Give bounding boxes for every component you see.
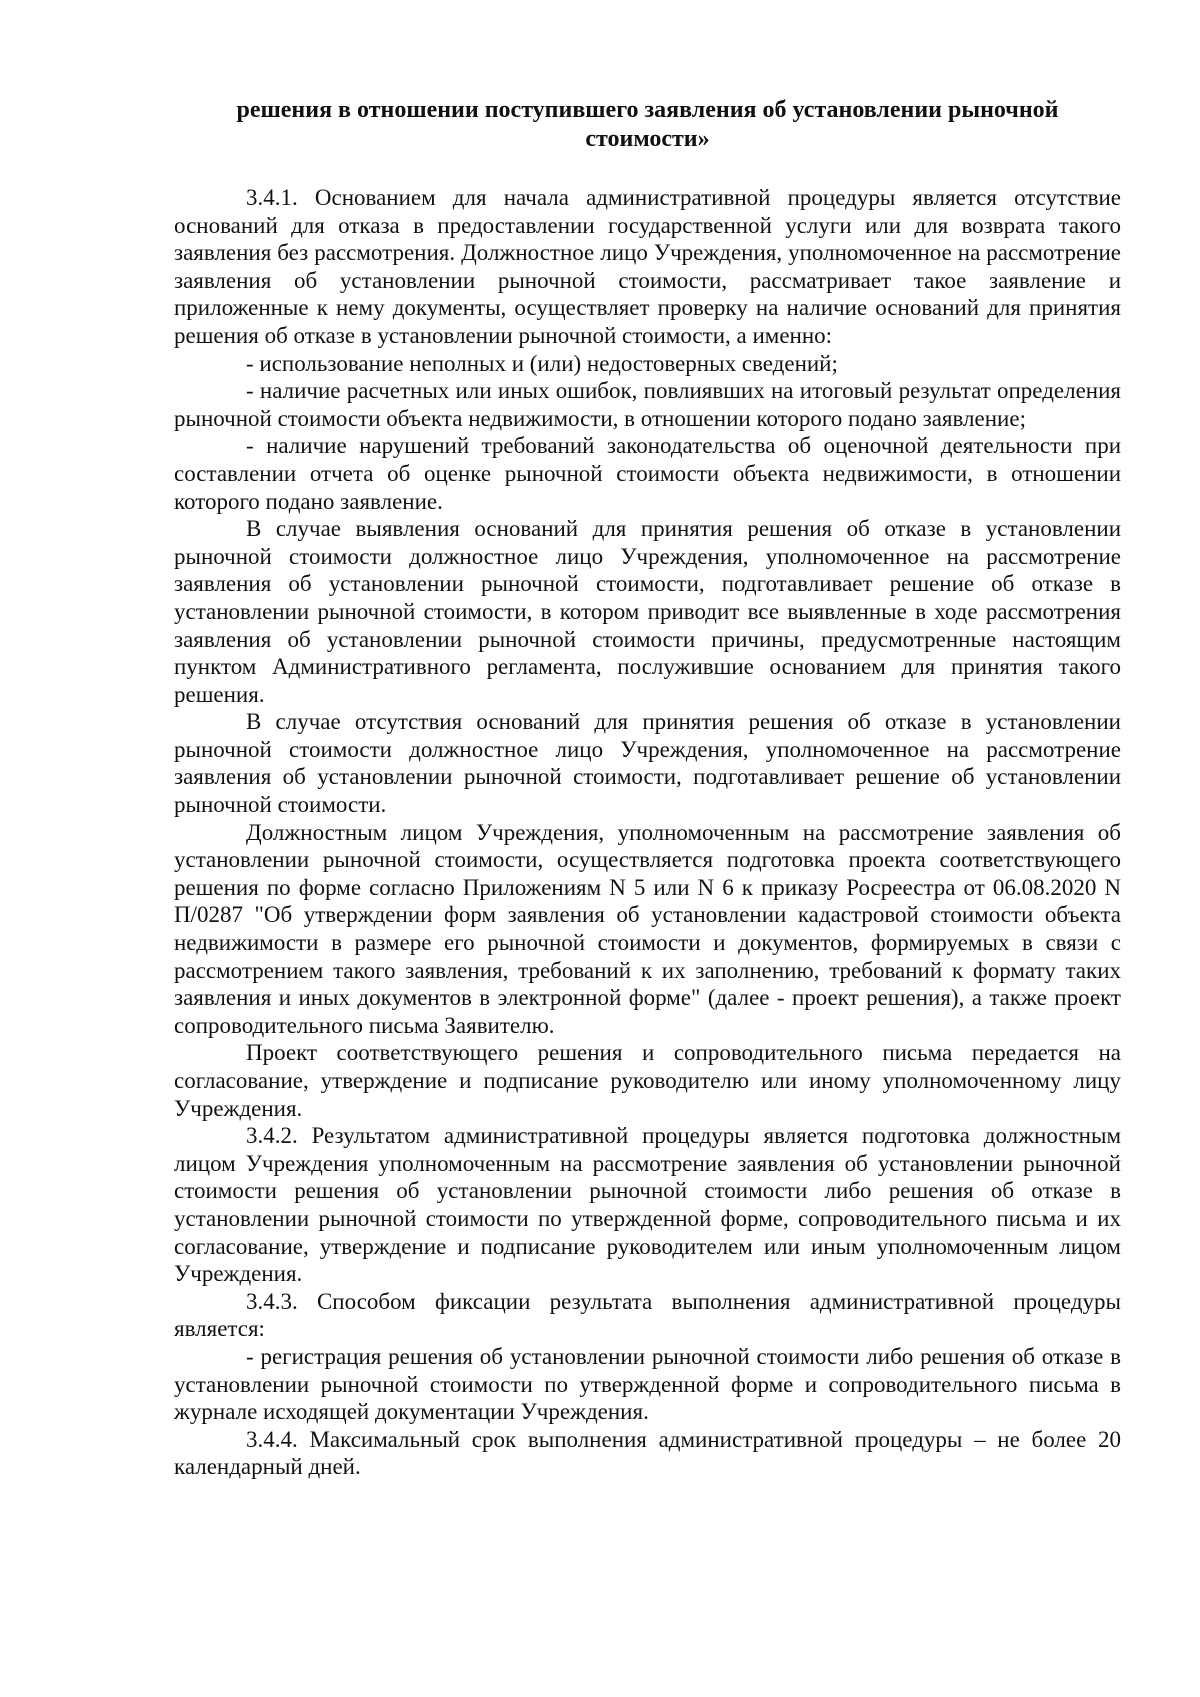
paragraph-no-refusal-case: В случае отсутствия оснований для принятия решения об отказе в установлении рыночной стоимости должностное лицо Учреждения, уполномоченное на рассмотрение заявления об установлении рыночной стоимости, подготавливает решение об установлении рыночной стоимости. <box>174 709 1121 818</box>
paragraph-3-4-1: 3.4.1. Основанием для начала административной процедуры является отсутствие оснований для отказа в предоставлении государственной услуги или для возврата такого заявления без рассмотрения. Должностное лицо Учреждения, уполномоченное на рассмотрение заявления об установлении рыночной стоимости, рассматривает такое заявление и приложенные к нему документы, осуществляет проверку на наличие оснований для принятия решения об отказе в установлении рыночной стоимости, а именно: <box>174 185 1121 348</box>
paragraph-draft-preparation: Должностным лицом Учреждения, уполномоченным на рассмотрение заявления об установлении рыночной стоимости, осуществляется подготовка проекта соответствующего решения по форме согласно Приложениям N 5 или N 6 к приказу Росреестра от 06.08.2020 N П/0287 "Об утверждении форм заявления об установлении кадастровой стоимости объекта недвижимости в размере его рыночной стоимости и документов, формируемых в связи с рассмотрением такого заявления, требований к их заполнению, требований к формату таких заявления и иных документов в электронной форме" (далее - проект решения), а также проект сопроводительного письма Заявителю. <box>174 819 1121 1038</box>
paragraph-refusal-case: В случае выявления оснований для принятия решения об отказе в установлении рыночной стоимости должностное лицо Учреждения, уполномоченное на рассмотрение заявления об установлении рыночной стоимости, подготавливает решение об отказе в установлении рыночной стоимости, в котором приводит все выявленные в ходе рассмотрения заявления об установлении рыночной стоимости причины, предусмотренные настоящим пунктом Административного регламента, послужившие основанием для принятия такого решения. <box>174 516 1121 707</box>
section-title: решения в отношении поступившего заявления об установлении рыночной стоимости» <box>236 97 1059 152</box>
list-item-registration: - регистрация решения об установлении рыночной стоимости либо решения об отказе в установлении рыночной стоимости по утвержденной форме и сопроводительного письма в журнале исходящей документации Учреждения. <box>174 1343 1121 1425</box>
paragraph-3-4-3: 3.4.3. Способом фиксации результата выполнения административной процедуры является: <box>174 1288 1121 1342</box>
paragraph-draft-approval: Проект соответствующего решения и сопроводительного письма передается на согласование, утверждение и подписание руководителю или иному уполномоченному лицу Учреждения. <box>174 1040 1121 1121</box>
list-item-law-violations: - наличие нарушений требований законодательства об оценочной деятельности при составлении отчета об оценке рыночной стоимости объекта недвижимости, в отношении которого подано заявление. <box>174 433 1121 514</box>
paragraph-3-4-2: 3.4.2. Результатом административной процедуры является подготовка должностным лицом Учреждения уполномоченным на рассмотрение заявления об установлении рыночной стоимости решения об установлении рыночной стоимости либо решения об отказе в установлении рыночной стоимости по утвержденной форме, сопроводительного письма и их согласование, утверждение и подписание руководителем или иным уполномоченным лицом Учреждения. <box>174 1123 1121 1287</box>
paragraph-3-4-4: 3.4.4. Максимальный срок выполнения административной процедуры – не более 20 календарный дней. <box>174 1426 1121 1480</box>
document-page <box>174 96 1121 1481</box>
list-item-incomplete-info: - использование неполных и (или) недостоверных сведений; <box>246 350 838 376</box>
list-item-calculation-errors: - наличие расчетных или иных ошибок, повлиявших на итоговый результат определения рыночной стоимости объекта недвижимости, в отношении которого подано заявление; <box>174 378 1121 431</box>
